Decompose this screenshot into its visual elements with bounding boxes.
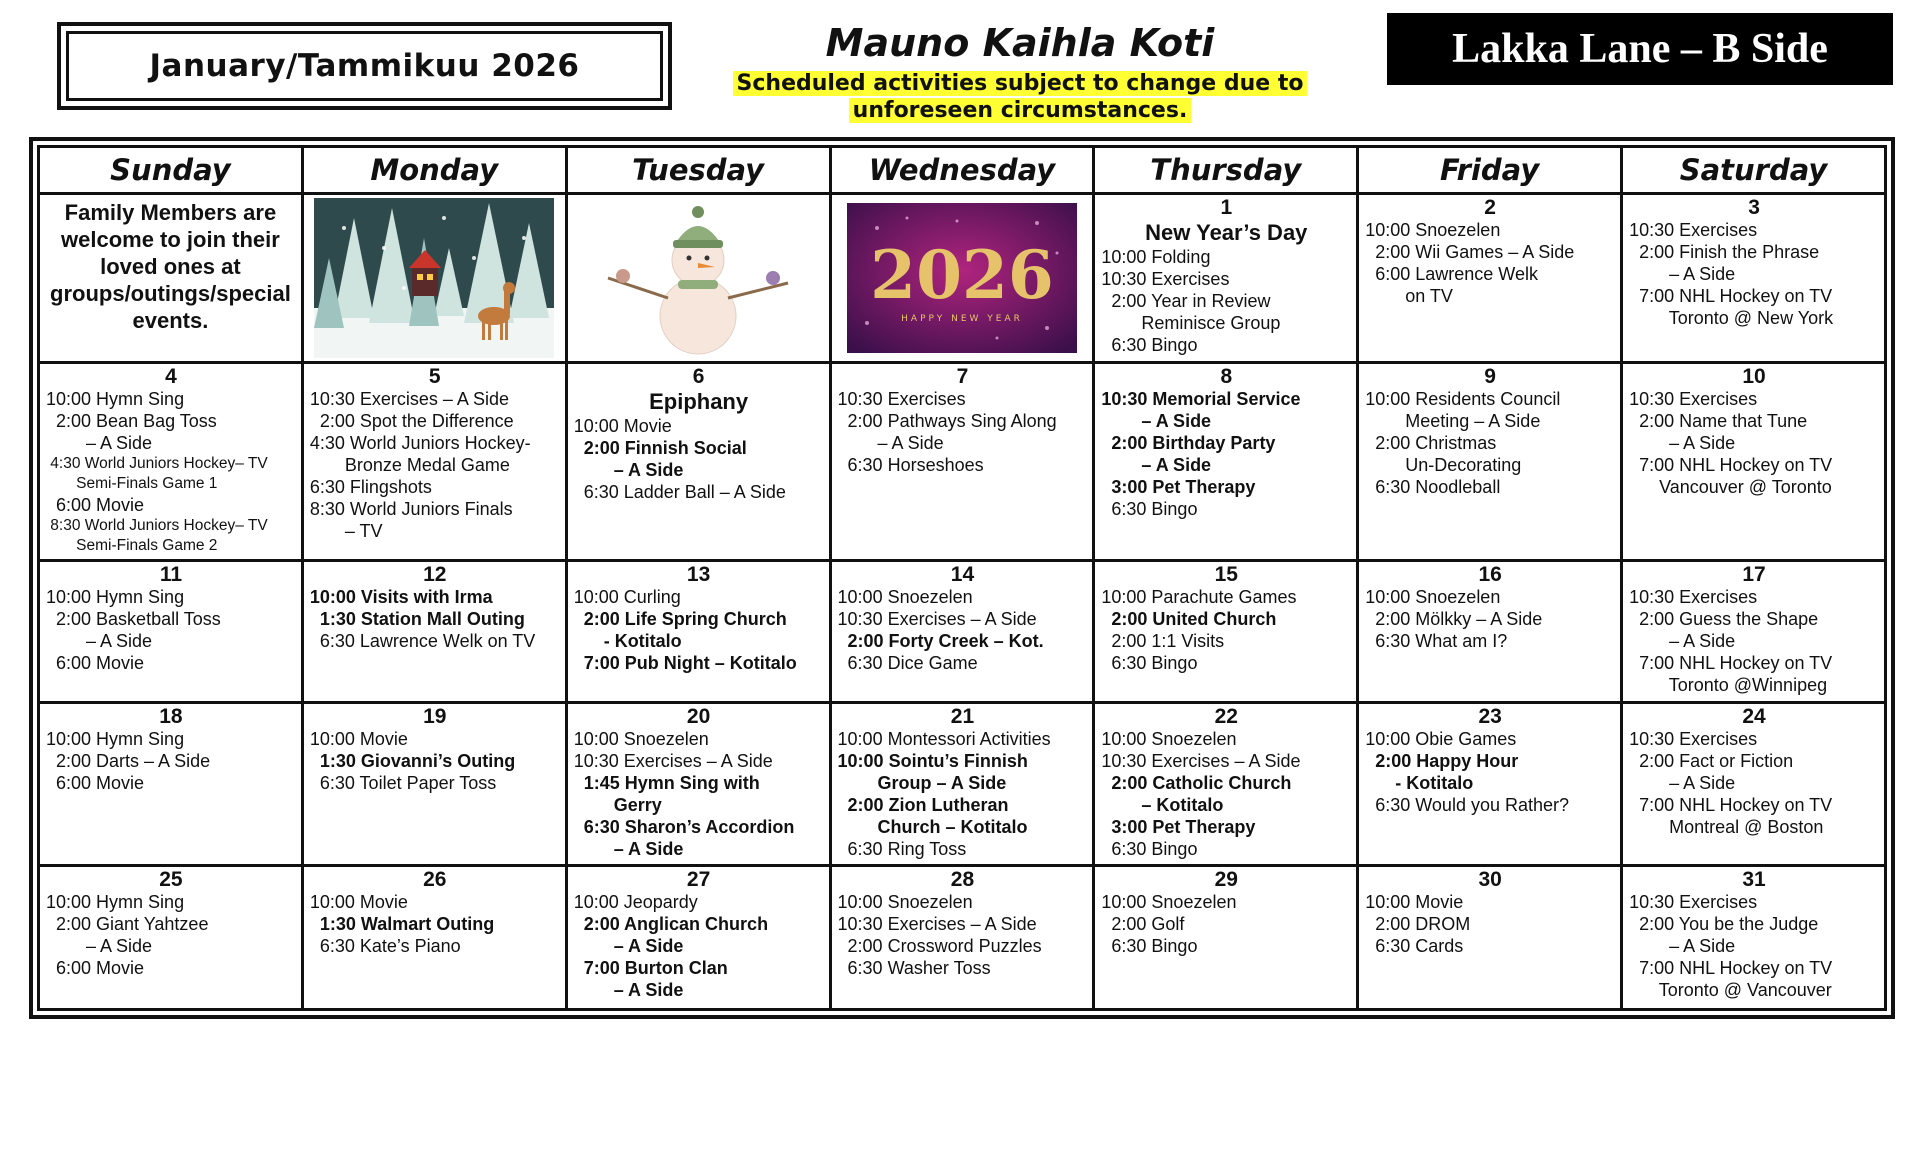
day-cell <box>830 702 1094 866</box>
event-line: 2:00 Pathways Sing Along <box>837 410 1057 431</box>
event-line: 10:00 Jeopardy <box>573 892 698 913</box>
day-number: 29 <box>1214 868 1238 892</box>
day-number: 27 <box>686 868 711 892</box>
event-line: 10:00 Snoezelen <box>1101 728 1237 749</box>
event-line: 10:30 Exercises – A Side <box>1101 750 1301 771</box>
day-cell <box>39 702 303 866</box>
event-line: Montreal @ Boston <box>1629 816 1824 837</box>
day-cell <box>1622 866 1886 1010</box>
event-line: 10:00 Folding <box>1101 247 1211 268</box>
day-cell <box>830 561 1094 702</box>
event-line: – A Side <box>1101 454 1212 475</box>
event-line: – A Side <box>573 838 684 859</box>
day-cell <box>1358 561 1622 702</box>
day-content <box>1359 704 1620 865</box>
event-line: – A Side <box>1629 772 1736 793</box>
day-cell <box>1094 561 1358 702</box>
day-cell <box>1622 702 1886 866</box>
event-line: 2:00 Anglican Church <box>573 914 769 935</box>
event-line: 1:30 Walmart Outing <box>309 914 495 935</box>
day-content <box>40 562 301 700</box>
event-line: 2:00 Basketball Toss <box>46 609 221 630</box>
day-cell <box>566 561 830 702</box>
event-line: 2:00 Happy Hour <box>1365 750 1519 771</box>
day-cell <box>39 866 303 1010</box>
event-line: Bronze Medal Game <box>309 454 510 475</box>
event-line: 6:00 Lawrence Welk <box>1365 264 1538 285</box>
event-line: 6:30 Lawrence Welk on TV <box>309 631 536 652</box>
event-line: Church – Kotitalo <box>837 816 1028 837</box>
event-line: 10:30 Exercises <box>1629 220 1758 241</box>
day-number: 5 <box>428 364 441 388</box>
event-line: 6:30 Kate’s Piano <box>309 936 461 957</box>
event-line: - Kotitalo <box>573 631 682 652</box>
event-line: Toronto @ New York <box>1629 308 1834 329</box>
event-line: – A Side <box>573 980 684 1001</box>
event-line: 10:00 Parachute Games <box>1101 587 1297 608</box>
event-line: 2:00 DROM <box>1365 914 1471 935</box>
event-line: 7:00 NHL Hockey on TV <box>1629 958 1833 979</box>
event-line: 2:00 1:1 Visits <box>1101 631 1225 652</box>
day-cell <box>1094 194 1358 363</box>
new-year-2026-image <box>847 203 1077 353</box>
day-cell <box>302 561 566 702</box>
event-line: 10:00 Snoezelen <box>837 892 973 913</box>
day-number: 12 <box>423 563 447 587</box>
event-line: 2:00 Fact or Fiction <box>1629 750 1794 771</box>
day-number: 2 <box>1484 196 1496 220</box>
weekday-sunday: Sunday <box>39 147 303 194</box>
event-line: 2:00 Birthday Party <box>1101 432 1276 453</box>
event-line: 10:30 Exercises – A Side <box>837 609 1037 630</box>
event-line: - Kotitalo <box>1365 772 1474 793</box>
day-number: 25 <box>159 868 183 892</box>
family-note: Family Members are welcome to join their loved ones at groups/outings/special events. <box>50 200 291 334</box>
day-number: 22 <box>1214 704 1238 728</box>
event-line: 2:00 Giant Yahtzee <box>46 914 209 935</box>
unit-label: Lakka Lane – B Side <box>1389 15 1891 83</box>
snowman-image <box>583 198 813 358</box>
event-line: – TV <box>309 520 383 541</box>
event-line: 6:30 What am I? <box>1365 631 1508 652</box>
weekday-thursday: Thursday <box>1094 147 1358 194</box>
weekday-friday: Friday <box>1358 147 1622 194</box>
day-cell <box>302 362 566 561</box>
event-line: 10:00 Snoezelen <box>837 587 973 608</box>
event-line: 10:00 Obie Games <box>1365 728 1517 749</box>
month-title-box <box>57 22 672 110</box>
event-line: 10:00 Snoezelen <box>1101 892 1237 913</box>
day-content <box>1359 195 1620 361</box>
day-content <box>568 562 829 700</box>
schedule-notice <box>733 70 1308 124</box>
day-content <box>1095 704 1356 865</box>
event-line: Toronto @Winnipeg <box>1629 675 1828 696</box>
event-line: 2:00 Name that Tune <box>1629 410 1808 431</box>
day-content <box>568 704 829 865</box>
event-line: 10:30 Exercises <box>837 388 966 409</box>
day-content <box>1623 562 1884 700</box>
event-line: 10:00 Movie <box>309 728 408 749</box>
event-line: 6:00 Movie <box>46 653 145 674</box>
event-line: – A Side <box>573 936 684 957</box>
day-content <box>1095 195 1356 361</box>
event-line: – A Side <box>46 432 153 453</box>
day-cell <box>1358 362 1622 561</box>
day-number: 18 <box>159 704 183 728</box>
picture-2026-label: 2026 <box>870 235 1054 314</box>
family-note-cell <box>39 194 303 363</box>
day-content <box>832 704 1093 865</box>
day-number: 30 <box>1478 868 1502 892</box>
event-line: 7:00 Burton Clan <box>573 958 728 979</box>
weekday-monday: Monday <box>302 147 566 194</box>
day-number: 4 <box>165 364 177 388</box>
week-row <box>39 194 1886 363</box>
day-number: 6 <box>692 364 705 388</box>
event-line: 2:00 Finnish Social <box>573 437 747 458</box>
month-title: January/Tammikuu 2026 <box>66 31 663 101</box>
day-cell <box>566 362 830 561</box>
winter-forest-deer-image <box>314 198 554 358</box>
event-line: – A Side <box>1101 410 1212 431</box>
event-line: 2:00 Mölkky – A Side <box>1365 609 1543 630</box>
day-number: 23 <box>1478 704 1502 728</box>
org-title: Mauno Kaihla Koti <box>825 21 1215 65</box>
event-line: Un-Decorating <box>1365 454 1522 475</box>
day-number: 21 <box>950 704 975 728</box>
event-line: Group – A Side <box>837 772 1007 793</box>
week-row <box>39 362 1886 561</box>
event-line: 8:30 World Juniors Finals <box>309 498 513 519</box>
day-content <box>40 867 301 1008</box>
day-content <box>1359 562 1620 700</box>
day-content <box>832 562 1093 700</box>
day-number: 8 <box>1220 364 1233 388</box>
event-line: 6:30 Noodleball <box>1365 476 1501 497</box>
event-line: 10:30 Exercises <box>1629 388 1758 409</box>
day-content <box>1095 867 1356 1008</box>
event-line: – A Side <box>46 936 153 957</box>
event-line: – A Side <box>573 459 684 480</box>
event-line: 10:00 Residents Council <box>1365 388 1561 409</box>
event-line: Toronto @ Vancouver <box>1629 980 1832 1001</box>
day-content <box>568 867 829 1008</box>
event-line: 6:30 Ladder Ball – A Side <box>573 481 786 502</box>
day-content <box>40 364 301 560</box>
event-line: 2:00 Finish the Phrase <box>1629 242 1820 263</box>
event-line: 2:00 You be the Judge <box>1629 914 1819 935</box>
day-content <box>304 562 565 700</box>
day-content <box>832 364 1093 560</box>
event-line: 6:30 Bingo <box>1101 653 1198 674</box>
event-line: 4:30 World Juniors Hockey- <box>309 432 531 453</box>
day-content <box>1623 704 1884 865</box>
event-line: 10:00 Hymn Sing <box>46 388 185 409</box>
day-number: 26 <box>423 868 447 892</box>
picture-2026-sub: HAPPY NEW YEAR <box>901 313 1023 324</box>
day-cell <box>1622 194 1886 363</box>
event-line: 10:30 Exercises <box>1101 269 1230 290</box>
event-line: 2:00 Christmas <box>1365 432 1497 453</box>
event-line: 8:30 World Juniors Hockey– TV <box>46 516 268 534</box>
event-line: on TV <box>1365 286 1453 307</box>
event-line: 10:00 Hymn Sing <box>46 728 185 749</box>
event-line: 7:00 Pub Night – Kotitalo <box>573 653 797 674</box>
day-content <box>1095 562 1356 700</box>
day-cell <box>39 362 303 561</box>
day-number: 16 <box>1478 563 1502 587</box>
notice-line-1: Scheduled activities subject to change due to <box>733 71 1308 96</box>
event-line: 10:00 Snoezelen <box>1365 220 1501 241</box>
event-line: 10:00 Visits with Irma <box>309 587 493 608</box>
event-line: 6:30 Bingo <box>1101 335 1198 356</box>
calendar <box>29 137 1895 1019</box>
week-row <box>39 702 1886 866</box>
weekday-header-row <box>39 147 1886 194</box>
event-line: 1:30 Station Mall Outing <box>309 609 525 630</box>
event-line: 10:00 Montessori Activities <box>837 728 1051 749</box>
day-number: 15 <box>1214 563 1238 587</box>
event-line: 2:00 United Church <box>1101 609 1277 630</box>
day-cell <box>830 866 1094 1010</box>
weekday-tuesday: Tuesday <box>566 147 830 194</box>
weekday-saturday: Saturday <box>1622 147 1886 194</box>
event-line: 2:00 Bean Bag Toss <box>46 410 217 431</box>
event-line: 3:00 Pet Therapy <box>1101 816 1256 837</box>
event-line: 1:45 Hymn Sing with <box>573 772 760 793</box>
event-line: 10:30 Exercises – A Side <box>837 914 1037 935</box>
event-line: 10:30 Memorial Service <box>1101 388 1301 409</box>
event-line: Semi-Finals Game 2 <box>46 536 218 554</box>
day-cell <box>830 362 1094 561</box>
day-number: 11 <box>159 563 183 587</box>
day-content <box>1095 364 1356 560</box>
header-center <box>700 20 1340 124</box>
day-cell <box>1358 866 1622 1010</box>
day-cell <box>1094 866 1358 1010</box>
event-line: 6:30 Flingshots <box>309 476 432 497</box>
event-line: 7:00 NHL Hockey on TV <box>1629 653 1833 674</box>
event-line: 6:30 Cards <box>1365 936 1464 957</box>
calendar-grid <box>37 145 1887 1011</box>
event-line: 6:00 Movie <box>46 772 145 793</box>
event-line: 10:00 Snoezelen <box>573 728 709 749</box>
event-line: 2:00 Crossword Puzzles <box>837 936 1042 957</box>
day-cell <box>566 866 830 1010</box>
day-number: 17 <box>1742 563 1766 587</box>
event-line: – A Side <box>1629 936 1736 957</box>
holiday-label: New Year’s Day <box>1145 220 1308 246</box>
event-line: 2:00 Year in Review <box>1101 291 1271 312</box>
day-cell <box>566 702 830 866</box>
event-line: 6:30 Bingo <box>1101 498 1198 519</box>
event-line: 6:30 Bingo <box>1101 936 1198 957</box>
event-line: 2:00 Catholic Church <box>1101 772 1292 793</box>
event-line: 2:00 Forty Creek – Kot. <box>837 631 1044 652</box>
event-line: 10:00 Movie <box>573 415 672 436</box>
event-line: 10:00 Movie <box>1365 892 1464 913</box>
event-line: 3:00 Pet Therapy <box>1101 476 1256 497</box>
notice-line-2: unforeseen circumstances. <box>849 98 1192 123</box>
day-number: 31 <box>1742 868 1766 892</box>
event-line: 6:00 Movie <box>46 958 145 979</box>
event-line: 10:30 Exercises <box>1629 728 1758 749</box>
event-line: 6:30 Horseshoes <box>837 454 984 475</box>
event-line: 10:00 Curling <box>573 587 681 608</box>
day-cell <box>1358 194 1622 363</box>
event-line: 6:30 Dice Game <box>837 653 978 674</box>
day-number: 28 <box>950 868 975 892</box>
day-number: 14 <box>950 563 975 587</box>
day-content <box>832 867 1093 1008</box>
event-line: 10:30 Exercises – A Side <box>309 388 509 409</box>
winter-scene-cell <box>302 194 566 363</box>
day-number: 10 <box>1742 364 1766 388</box>
day-number: 9 <box>1484 364 1496 388</box>
day-number: 7 <box>956 364 969 388</box>
day-content <box>304 704 565 865</box>
event-line: – A Side <box>837 432 944 453</box>
new-year-cell <box>830 194 1094 363</box>
event-line: 10:00 Hymn Sing <box>46 587 185 608</box>
day-content <box>304 364 565 560</box>
day-content <box>1623 195 1884 361</box>
week-row <box>39 866 1886 1010</box>
event-line: – A Side <box>1629 264 1736 285</box>
day-content <box>568 364 829 560</box>
event-line: 10:30 Exercises <box>1629 587 1758 608</box>
event-line: 4:30 World Juniors Hockey– TV <box>46 454 268 472</box>
day-content <box>1359 364 1620 560</box>
event-line: 10:00 Snoezelen <box>1365 587 1501 608</box>
event-line: 10:00 Hymn Sing <box>46 892 185 913</box>
day-cell <box>1094 702 1358 866</box>
event-line: 7:00 NHL Hockey on TV <box>1629 794 1833 815</box>
event-line: 10:00 Movie <box>309 892 408 913</box>
day-cell <box>302 702 566 866</box>
event-line: 1:30 Giovanni’s Outing <box>309 750 516 771</box>
day-number: 19 <box>423 704 447 728</box>
event-line: 2:00 Life Spring Church <box>573 609 787 630</box>
event-line: Meeting – A Side <box>1365 410 1541 431</box>
event-line: 2:00 Spot the Difference <box>309 410 514 431</box>
event-line: 2:00 Guess the Shape <box>1629 609 1819 630</box>
event-line: Semi-Finals Game 1 <box>46 474 218 492</box>
weekday-wednesday: Wednesday <box>830 147 1094 194</box>
holiday-label: Epiphany <box>649 388 749 414</box>
day-content <box>1359 867 1620 1008</box>
event-line: 2:00 Golf <box>1101 914 1185 935</box>
day-number: 24 <box>1742 704 1766 728</box>
event-line: – A Side <box>1629 631 1736 652</box>
event-line: 7:00 NHL Hockey on TV <box>1629 454 1833 475</box>
event-line: – A Side <box>1629 432 1736 453</box>
day-number: 20 <box>686 704 711 728</box>
event-line: 10:00 Sointu’s Finnish <box>837 750 1028 771</box>
day-content <box>1623 867 1884 1008</box>
event-line: 7:00 NHL Hockey on TV <box>1629 286 1833 307</box>
event-line: Gerry <box>573 794 662 815</box>
event-line: – A Side <box>46 631 153 652</box>
event-line: 2:00 Zion Lutheran <box>837 794 1009 815</box>
event-line: 10:30 Exercises <box>1629 892 1758 913</box>
day-cell <box>1094 362 1358 561</box>
event-line: Vancouver @ Toronto <box>1629 476 1832 497</box>
snowman-cell <box>566 194 830 363</box>
day-content <box>1623 364 1884 560</box>
event-line: – Kotitalo <box>1101 794 1224 815</box>
event-line: 10:30 Exercises – A Side <box>573 750 773 771</box>
day-cell <box>1358 702 1622 866</box>
day-cell <box>302 866 566 1010</box>
day-cell <box>1622 362 1886 561</box>
event-line: 6:30 Washer Toss <box>837 958 991 979</box>
event-line: 2:00 Wii Games – A Side <box>1365 242 1575 263</box>
day-number: 3 <box>1748 196 1760 220</box>
week-row <box>39 561 1886 702</box>
event-line: 6:30 Ring Toss <box>837 838 967 859</box>
day-number: 1 <box>1220 196 1233 220</box>
day-content <box>40 704 301 865</box>
event-line: 6:00 Movie <box>46 494 145 515</box>
day-cell <box>1622 561 1886 702</box>
day-number: 13 <box>686 563 711 587</box>
event-line: 6:30 Toilet Paper Toss <box>309 772 497 793</box>
event-line: 2:00 Darts – A Side <box>46 750 211 771</box>
day-content <box>304 867 565 1008</box>
event-line: 6:30 Bingo <box>1101 838 1198 859</box>
day-cell <box>39 561 303 702</box>
event-line: 6:30 Sharon’s Accordion <box>573 816 795 837</box>
event-line: 6:30 Would you Rather? <box>1365 794 1570 815</box>
event-line: Reminisce Group <box>1101 313 1281 334</box>
